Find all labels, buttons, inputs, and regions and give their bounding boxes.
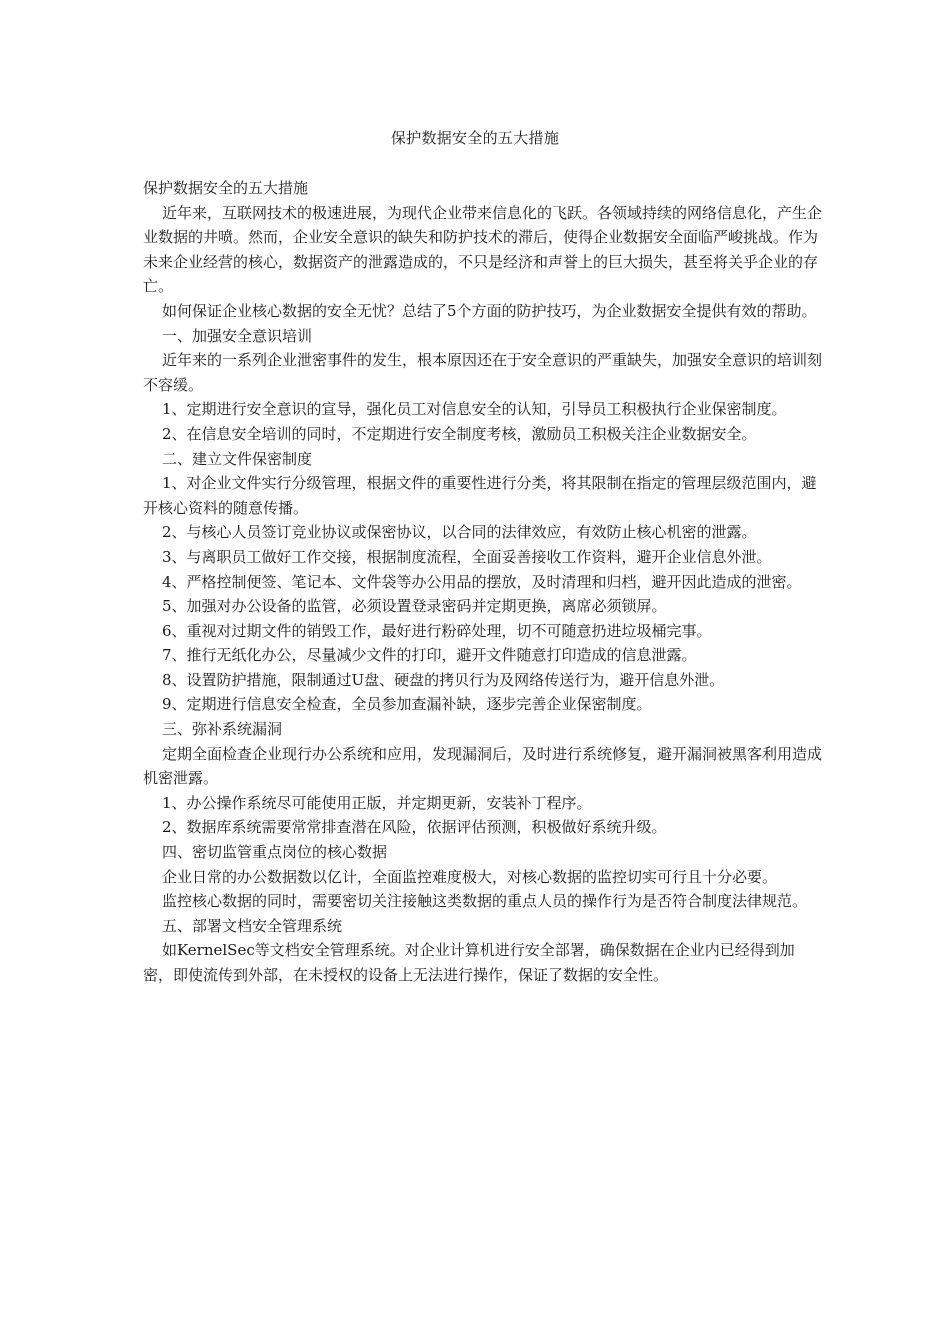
section-1-item-1: 1、定期进行安全意识的宣导，强化员工对信息安全的认知，引导员工积极执行企业保密制度。: [162, 400, 787, 419]
document-title: 保护数据安全的五大措施: [390, 129, 560, 147]
article-heading: 保护数据安全的五大措施: [143, 179, 309, 197]
section-4-paragraph-1: 企业日常的办公数据数以亿计，全面监控难度极大，对核心数据的监控切实可行且十分必要。: [162, 867, 778, 886]
section-2-item-5: 5、加强对办公设备的监管，必须设置登录密码并定期更换，离席必须锁屏。: [162, 597, 667, 616]
section-2-item-3: 3、与离职员工做好工作交接，根据制度流程，全面妥善接收工作资料，避开企业信息外泄。: [162, 547, 772, 566]
section-2-item-4: 4、严格控制便签、笔记本、文件袋等办公用品的摆放，及时清理和归档，避开因此造成的泄密。: [162, 572, 802, 591]
section-1-item-2: 2、在信息安全培训的同时，不定期进行安全制度考核，激励员工积极关注企业数据安全。: [162, 424, 757, 443]
section-heading-5: 五、部署文档安全管理系统: [162, 916, 343, 935]
section-2-item-2: 2、与核心人员签订竞业协议或保密协议，以合同的法律效应，有效防止核心机密的泄露。: [162, 523, 757, 542]
intro-paragraph: 近年来，互联网技术的极速进展，为现代企业带来信息化的飞跃。各领域持续的网络信息化，产生企业数据的井喷。然而，企业安全意识的缺失和防护技术的滞后，使得企业数据安全面临严峻挑战。作为未来企业经营的核心，数据资产的泄露造成的，不只是经济和声誉上的巨大损失，甚至将关乎企业的存亡。: [143, 203, 823, 296]
section-heading-4: 四、密切监管重点岗位的核心数据: [162, 843, 388, 862]
section-2-item-1: 1、对企业文件实行分级管理，根据文件的重要性进行分类，将其限制在指定的管理层级范围内，避开核心资料的随意传播。: [143, 474, 817, 517]
intro-question-paragraph: 如何保证企业核心数据的安全无忧？总结了5个方面的防护技巧，为企业数据安全提供有效的帮助。: [162, 301, 817, 320]
section-2-item-8: 8、设置防护措施，限制通过U盘、硬盘的拷贝行为及网络传送行为，避开信息外泄。: [162, 670, 725, 689]
section-heading-3: 三、弥补系统漏洞: [162, 720, 283, 739]
section-heading-1: 一、加强安全意识培训: [162, 326, 313, 345]
section-1-intro: 近年来的一系列企业泄密事件的发生，根本原因还在于安全意识的严重缺失，加强安全意识的培训刻不容缓。: [143, 351, 823, 394]
section-3-intro: 定期全面检查企业现行办公系统和应用，发现漏洞后，及时进行系统修复，避开漏洞被黑客利用造成机密泄露。: [143, 744, 823, 788]
section-2-item-7: 7、推行无纸化办公，尽量减少文件的打印，避开文件随意打印造成的信息泄露。: [162, 646, 697, 665]
section-3-item-2: 2、数据库系统需要常常排查潜在风险，依据评估预测，积极做好系统升级。: [162, 818, 667, 837]
section-2-item-9: 9、定期进行信息安全检查，全员参加查漏补缺，逐步完善企业保密制度。: [162, 695, 652, 714]
document-body: [143, 176, 823, 988]
section-heading-2: 二、建立文件保密制度: [162, 449, 313, 468]
section-5-paragraph: 如KernelSec等文档安全管理系统。对企业计算机进行安全部署，确保数据在企业内已经得到加密，即使流传到外部，在未授权的设备上无法进行操作，保证了数据的安全性。: [143, 941, 795, 984]
section-3-item-1: 1、办公操作系统尽可能使用正版，并定期更新，安装补丁程序。: [162, 793, 592, 812]
section-2-item-6: 6、重视对过期文件的销毁工作，最好进行粉碎处理，切不可随意扔进垃圾桶完事。: [162, 621, 712, 640]
section-4-paragraph-2: 监控核心数据的同时，需要密切关注接触这类数据的重点人员的操作行为是否符合制度法律规范。: [162, 892, 808, 911]
